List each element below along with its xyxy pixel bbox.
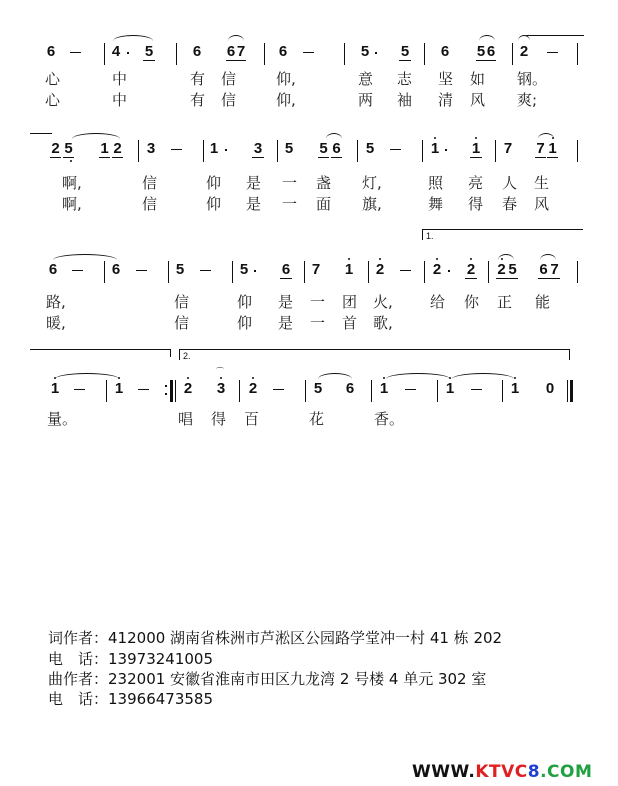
barline	[104, 261, 105, 283]
barline	[424, 261, 425, 283]
lyric: 信	[142, 174, 158, 192]
slur	[318, 373, 352, 379]
dash	[136, 270, 147, 271]
watermark-logo	[412, 762, 592, 782]
note: 5	[284, 140, 294, 157]
note: 2	[375, 261, 385, 278]
slur	[55, 373, 119, 379]
barline	[422, 140, 423, 162]
watermark-c: C	[514, 762, 528, 782]
note: 6	[281, 261, 291, 278]
dash	[70, 52, 81, 53]
lyricist-label: 词作者：	[48, 629, 109, 647]
dash	[303, 52, 314, 53]
note: 5	[175, 261, 185, 278]
lyric: 中	[112, 70, 128, 88]
note: 1	[344, 261, 354, 278]
tie	[526, 35, 584, 36]
note: 2	[248, 380, 258, 397]
barline	[577, 43, 578, 65]
lyric: 首	[342, 314, 358, 332]
composer-label: 曲作者：	[48, 670, 109, 688]
lyric: 能	[535, 293, 551, 311]
lyric: 意	[358, 70, 374, 88]
lyric: 正	[497, 293, 513, 311]
lyric: 有	[190, 70, 206, 88]
high-octave-dot	[252, 377, 254, 379]
lyric: 暖,	[46, 314, 66, 332]
phone1-label: 电 话：	[48, 650, 109, 668]
note: 3	[253, 140, 263, 157]
high-octave-dot	[436, 258, 438, 260]
lyric: 百	[244, 410, 260, 428]
note: 3	[216, 380, 226, 397]
slur	[326, 133, 342, 139]
lyric: 一	[282, 195, 298, 213]
barline	[106, 380, 107, 402]
note: 7	[236, 43, 246, 60]
barline	[577, 261, 578, 283]
lyric: 两	[358, 91, 374, 109]
lyric: 花	[309, 410, 325, 428]
lyric: 仰	[237, 314, 253, 332]
barline	[168, 261, 169, 283]
fermata-icon: ⌒	[216, 367, 224, 376]
dash	[405, 389, 416, 390]
lyric: 仰,	[276, 70, 296, 88]
lyric: 爽;	[517, 91, 538, 109]
lyric: 信	[174, 314, 190, 332]
lyric: 啊,	[62, 174, 82, 192]
note: 5	[313, 380, 323, 397]
high-octave-dot	[449, 377, 451, 379]
augmentation-dot	[254, 270, 256, 272]
phone2-line	[48, 689, 213, 709]
slur	[72, 133, 120, 139]
lyric: 中	[112, 91, 128, 109]
lyric: 得	[211, 410, 227, 428]
barline	[577, 140, 578, 162]
phone2-number: 13966473585	[108, 690, 213, 708]
note: 2	[183, 380, 193, 397]
dash	[471, 389, 482, 390]
note: 2	[497, 261, 506, 278]
lyric: 是	[246, 174, 262, 192]
lyric: 你	[464, 293, 480, 311]
lyricist-line	[48, 628, 502, 648]
repeat-dot	[165, 393, 167, 395]
lyric: 舞	[428, 195, 444, 213]
lyric: 得	[468, 195, 484, 213]
note: 4	[111, 43, 121, 60]
lyric: 志	[397, 70, 413, 88]
augmentation-dot	[445, 149, 447, 151]
augmentation-dot	[225, 149, 227, 151]
note: 1	[445, 380, 455, 397]
tie	[30, 133, 52, 134]
note: 6	[332, 140, 341, 157]
dash	[390, 149, 401, 150]
barline	[305, 380, 306, 402]
note: 1	[114, 380, 124, 397]
lyric: 路,	[46, 293, 66, 311]
barline	[176, 43, 177, 65]
barline	[495, 140, 496, 162]
note: 6	[111, 261, 121, 278]
dash	[400, 270, 411, 271]
barline	[239, 380, 240, 402]
lyric: 一	[310, 293, 326, 311]
lyric: 信	[174, 293, 190, 311]
lyric: 袖	[397, 91, 413, 109]
barline	[424, 43, 425, 65]
note: 7	[503, 140, 513, 157]
dash	[138, 389, 149, 390]
barline	[203, 140, 204, 162]
note: 2	[51, 140, 60, 157]
slur	[53, 254, 117, 260]
note: 2	[113, 140, 122, 157]
high-octave-dot	[379, 258, 381, 260]
note: 7	[550, 261, 559, 278]
note: 5	[365, 140, 375, 157]
high-octave-dot	[220, 377, 222, 379]
lyric: 如	[470, 70, 486, 88]
dash	[273, 389, 284, 390]
high-octave-dot	[348, 258, 350, 260]
note: 7	[311, 261, 321, 278]
final-barline-thin	[567, 380, 568, 402]
lyric: 啊,	[62, 195, 82, 213]
watermark-8: 8	[527, 762, 541, 782]
note: 5	[476, 43, 486, 60]
note: 1	[379, 380, 389, 397]
lyric: 一	[310, 314, 326, 332]
lyric: 灯,	[362, 174, 382, 192]
note: 5	[319, 140, 328, 157]
lyric: 仰	[237, 293, 253, 311]
note: 5	[400, 43, 410, 60]
lyric: 是	[246, 195, 262, 213]
watermark-ktv: KTV	[475, 762, 515, 782]
high-octave-dot	[187, 377, 189, 379]
lyric: 心	[45, 70, 61, 88]
lyric: 旗,	[362, 195, 382, 213]
lyric: 是	[278, 314, 294, 332]
lyric: 给	[430, 293, 446, 311]
barline	[512, 43, 513, 65]
note: 6	[192, 43, 202, 60]
final-barline-thick	[570, 380, 573, 402]
note: 6	[440, 43, 450, 60]
note: 6	[278, 43, 288, 60]
note: 1	[430, 140, 440, 157]
note: 2	[432, 261, 442, 278]
lyric: 盏	[316, 174, 332, 192]
note: 1	[471, 140, 481, 157]
lyric: 钢。	[517, 70, 548, 88]
high-octave-dot	[514, 377, 516, 379]
high-octave-dot	[470, 258, 472, 260]
dash	[547, 52, 558, 53]
lyric: 一	[282, 174, 298, 192]
high-octave-dot	[501, 258, 503, 260]
lyric: 面	[316, 195, 332, 213]
note: 3	[146, 140, 156, 157]
lyric: 仰,	[276, 91, 296, 109]
note: 6	[539, 261, 548, 278]
barline	[437, 380, 438, 402]
barline	[104, 43, 105, 65]
lyric: 心	[45, 91, 61, 109]
high-octave-dot	[434, 137, 436, 139]
note: 5	[144, 43, 154, 60]
slur	[518, 35, 530, 41]
volta-2-label: 2.	[183, 351, 191, 361]
lyric: 信	[142, 195, 158, 213]
watermark-www: WWW.	[412, 762, 476, 782]
lyric: 清	[438, 91, 454, 109]
note: 1	[548, 140, 557, 157]
lyric: 量。	[47, 410, 78, 428]
barline	[232, 261, 233, 283]
slur	[113, 35, 153, 41]
note: 6	[226, 43, 236, 60]
lyricist-address: 412000 湖南省株洲市芦淞区公园路学堂冲一村 41 栋 202	[108, 629, 503, 647]
phone1-line	[48, 649, 213, 669]
low-octave-dot	[70, 160, 72, 162]
lyric: 歌,	[373, 314, 393, 332]
volta-1-continuation	[30, 349, 170, 350]
lyric: 仰	[206, 174, 222, 192]
lyric: 亮	[468, 174, 484, 192]
lyric: 香。	[374, 410, 405, 428]
lyric: 风	[470, 91, 486, 109]
slur	[479, 35, 495, 41]
note: 1	[50, 380, 60, 397]
barline	[277, 140, 278, 162]
lyric: 团	[342, 293, 358, 311]
augmentation-dot	[375, 52, 377, 54]
repeat-barline-thin	[175, 380, 176, 402]
note: 1	[209, 140, 219, 157]
lyric: 有	[190, 91, 206, 109]
lyric: 是	[278, 293, 294, 311]
barline	[488, 261, 489, 283]
slur	[452, 373, 514, 379]
high-octave-dot	[118, 377, 120, 379]
composer-address: 232001 安徽省淮南市田区九龙湾 2 号楼 4 单元 302 室	[108, 670, 487, 688]
augmentation-dot	[448, 270, 450, 272]
volta-2-bracket	[179, 349, 570, 360]
lyric: 照	[428, 174, 444, 192]
lyric: 仰	[206, 195, 222, 213]
high-octave-dot	[383, 377, 385, 379]
repeat-barline-thick	[170, 380, 173, 402]
note: 5	[508, 261, 517, 278]
volta-1-end	[170, 349, 171, 357]
lyric: 唱	[178, 410, 194, 428]
volta-1-bracket	[422, 229, 583, 240]
lyric: 生	[534, 174, 550, 192]
note: 2	[519, 43, 529, 60]
note: 7	[536, 140, 545, 157]
barline	[264, 43, 265, 65]
barline	[357, 140, 358, 162]
barline	[368, 261, 369, 283]
note: 0	[545, 380, 555, 397]
phone2-label: 电 话：	[48, 690, 109, 708]
barline	[138, 140, 139, 162]
lyric: 风	[534, 195, 550, 213]
barline	[371, 380, 372, 402]
augmentation-dot	[127, 52, 129, 54]
dash	[200, 270, 211, 271]
barline	[304, 261, 305, 283]
note: 6	[486, 43, 496, 60]
high-octave-dot	[54, 377, 56, 379]
barline	[344, 43, 345, 65]
volta-1-label: 1.	[426, 231, 434, 241]
note: 5	[239, 261, 249, 278]
note: 1	[100, 140, 109, 157]
lyric: 信	[221, 91, 237, 109]
note: 6	[46, 43, 56, 60]
watermark-com: .COM	[540, 762, 593, 782]
lyric: 春	[502, 195, 518, 213]
dash	[72, 270, 83, 271]
barline	[502, 380, 503, 402]
dash	[74, 389, 85, 390]
note: 5	[64, 140, 73, 157]
slur	[228, 35, 244, 41]
lyric: 火,	[373, 293, 393, 311]
high-octave-dot	[475, 137, 477, 139]
repeat-dot	[165, 385, 167, 387]
slur	[540, 254, 556, 260]
lyric: 信	[221, 70, 237, 88]
lyric: 坚	[438, 70, 454, 88]
dash	[171, 149, 182, 150]
note: 2	[466, 261, 476, 278]
phone1-number: 13973241005	[108, 650, 213, 668]
note: 1	[510, 380, 520, 397]
slur	[386, 373, 450, 379]
high-octave-dot	[552, 137, 554, 139]
lyric: 人	[502, 174, 518, 192]
note: 6	[48, 261, 58, 278]
composer-line	[48, 669, 486, 689]
note: 6	[345, 380, 355, 397]
note: 5	[360, 43, 370, 60]
